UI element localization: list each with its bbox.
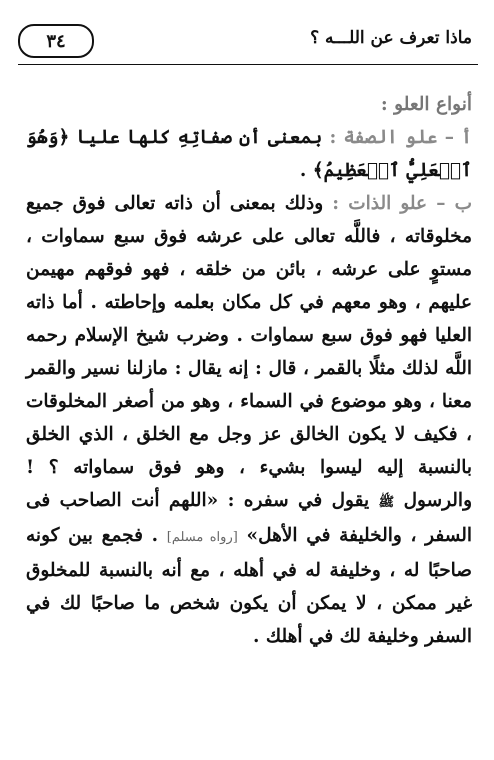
section-heading bbox=[26, 88, 472, 121]
honorific-glyph: ﷺ bbox=[378, 495, 395, 510]
running-title: ماذا تعرف عن اللـــه ؟ bbox=[310, 28, 472, 48]
header-rule bbox=[18, 64, 478, 65]
item-b-text-2: يقول في سفره : «اللهم أنت الصاحب فى السفر ، والخليفة في الأهل» bbox=[26, 490, 472, 546]
hadith-reference: [رواه مسلم] bbox=[166, 530, 238, 545]
section-heading-text: أنواع العلو : bbox=[380, 94, 472, 115]
item-b-text-1: وذلك بمعنى أن ذاته تعالى فوق جميع مخلوقاته ، فاللَّه تعالى على عرشه فوق سبع سماوات ، مستوٍ على عرشه ، بائن من خلقه ، فهو فوقهم مهيمن عليهم ، وهو معهم في كل مكان بعلمه وإحاطته . أما ذاته العليا فهو فوق سبع سماوات . وضرب شيخ الإسلام رحمه اللَّه لذلك مثلًا بالقمر ، قال : إنه يقال : مازلنا نسير والقمر معنا ، وهو موضوع في السماء ، وهو من أصغر المخلوقات ، فكيف لا يكون الخالق عز وجل مع الخلق ، الذي الخلق بالنسبة إليه ليسوا بشيء ، وهو فوق سماواته ؟ ! والرسول bbox=[26, 193, 473, 511]
quran-verse: ﴿وَهُوَ ٱلۡعَلِيُّ ٱلۡعَظِيمُ﴾ bbox=[26, 127, 472, 181]
page-number: ٣٤ bbox=[46, 30, 66, 52]
item-a-label: أ – علو الصفة : bbox=[329, 127, 472, 148]
page-header bbox=[18, 22, 480, 60]
page-body bbox=[26, 88, 472, 653]
item-a-text: بمعنى أن صفاتِهِ كلها عليا bbox=[69, 127, 330, 148]
item-b-text-3: . فجمع بين كونه صاحبًا له ، وخليفة له في أهله ، مع أنه بالنسبة للمخلوق غير ممكن ، لا يمكن أن يكون شخص ما صاحبًا لك في السفر وخليفة لك في أهلك . bbox=[26, 525, 472, 647]
page-number-frame bbox=[18, 24, 94, 58]
item-a-end: . bbox=[299, 160, 313, 181]
paragraph-b bbox=[26, 187, 472, 653]
paragraph-a bbox=[26, 121, 472, 187]
item-b-label: ب – علو الذات : bbox=[332, 193, 472, 214]
